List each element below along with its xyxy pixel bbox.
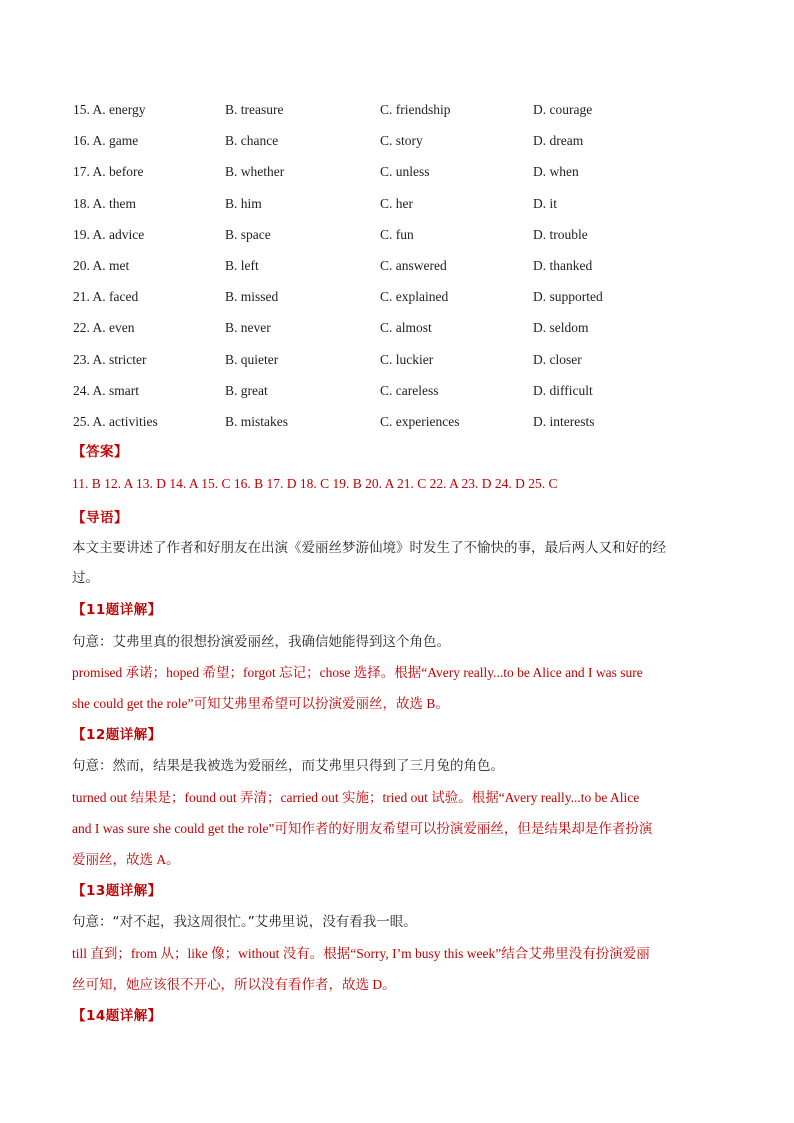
q12-header: 【12题详解】 [72, 727, 162, 743]
option-a: 23. A. stricter [73, 351, 147, 367]
guide-line-1: 本文主要讲述了作者和好朋友在出演《爱丽丝梦游仙境》时发生了不愉快的事，最后两人又和好的经 [72, 540, 666, 556]
option-d: D. trouble [533, 226, 588, 242]
option-row [73, 96, 733, 127]
option-d: D. thanked [533, 257, 593, 273]
q11-explain-2: she could get the role”可知艾弗里希望可以扮演爱丽丝，故选 B。 [72, 696, 449, 711]
option-b: B. whether [225, 164, 285, 180]
guide-line-2: 过。 [72, 570, 99, 586]
option-b: B. quieter [225, 351, 279, 367]
option-d: D. when [533, 164, 579, 180]
answer-header: 【答案】 [72, 444, 128, 460]
option-row [73, 158, 733, 189]
option-d: D. seldom [533, 320, 589, 336]
option-row [73, 283, 733, 314]
option-c: C. friendship [380, 102, 451, 117]
option-a: 20. A. met [73, 257, 130, 273]
option-a: 15. A. energy [73, 102, 146, 117]
option-a: 18. A. them [73, 195, 136, 211]
option-d: D. difficult [533, 382, 593, 398]
guide-header: 【导语】 [72, 510, 128, 526]
option-a: 22. A. even [73, 320, 135, 336]
option-c: C. luckier [380, 351, 434, 367]
option-b: B. missed [225, 289, 279, 305]
option-a: 16. A. game [73, 133, 139, 149]
q12-explain-3: 爱丽丝，故选 A。 [72, 852, 180, 867]
option-b: B. never [225, 320, 271, 336]
option-row [73, 127, 733, 158]
option-a: 25. A. activities [73, 413, 158, 429]
option-b: B. mistakes [225, 413, 288, 429]
option-row [73, 408, 733, 439]
option-c: C. careless [380, 382, 439, 398]
option-b: B. him [225, 195, 262, 211]
option-c: C. story [380, 133, 423, 149]
q11-explain-1: promised 承诺；hoped 希望；forgot 忘记；chose 选择。根据“Avery really...to be Alice and I was sure [72, 665, 643, 680]
q13-header: 【13题详解】 [72, 883, 162, 899]
option-b: B. great [225, 382, 268, 398]
option-c: C. unless [380, 164, 430, 180]
option-b: B. treasure [225, 102, 284, 117]
option-row [73, 190, 733, 221]
options-table [73, 96, 733, 439]
q13-explain-1: till 直到；from 从；like 像；without 没有。根据“Sorry, I’m busy this week”结合艾弗里没有扮演爱丽 [72, 946, 650, 961]
option-a: 21. A. faced [73, 289, 139, 305]
option-c: C. experiences [380, 413, 460, 429]
option-d: D. it [533, 195, 558, 211]
option-d: D. courage [533, 102, 593, 117]
option-row [73, 346, 733, 377]
option-d: D. dream [533, 133, 584, 149]
option-row [73, 314, 733, 345]
option-b: B. space [225, 226, 271, 242]
option-b: B. chance [225, 133, 279, 149]
option-row [73, 252, 733, 283]
option-row [73, 377, 733, 408]
option-b: B. left [225, 257, 259, 273]
q13-sentence: 句意：“对不起，我这周很忙。”艾弗里说，没有看我一眼。 [72, 914, 417, 930]
option-a: 17. A. before [73, 164, 144, 180]
q11-sentence: 句意：艾弗里真的很想扮演爱丽丝，我确信她能得到这个角色。 [72, 634, 450, 650]
q12-explain-1: turned out 结果是；found out 弄清；carried out 实施；tried out 试验。根据“Avery really...to be Alice [72, 790, 640, 805]
option-c: C. explained [380, 289, 449, 305]
option-a: 24. A. smart [73, 382, 139, 398]
option-row [73, 221, 733, 252]
answer-key: 11. B 12. A 13. D 14. A 15. C 16. B 17. D 18. C 19. B 20. A 21. C 22. A 23. D 24. D 25. C [72, 476, 558, 491]
option-d: D. closer [533, 351, 582, 367]
option-d: D. supported [533, 289, 603, 305]
option-a: 19. A. advice [73, 226, 145, 242]
option-c: C. almost [380, 320, 432, 336]
option-c: C. her [380, 195, 413, 211]
option-c: C. fun [380, 226, 414, 242]
q13-explain-2: 丝可知，她应该很不开心，所以没有看作者，故选 D。 [72, 977, 396, 992]
option-c: C. answered [380, 257, 447, 273]
option-d: D. interests [533, 413, 595, 429]
q11-header: 【11题详解】 [72, 602, 162, 618]
q14-header: 【14题详解】 [72, 1008, 162, 1024]
q12-explain-2: and I was sure she could get the role”可知作者的好朋友希望可以扮演爱丽丝，但是结果却是作者扮演 [72, 821, 653, 836]
q12-sentence: 句意：然而，结果是我被选为爱丽丝，而艾弗里只得到了三月兔的角色。 [72, 758, 504, 774]
